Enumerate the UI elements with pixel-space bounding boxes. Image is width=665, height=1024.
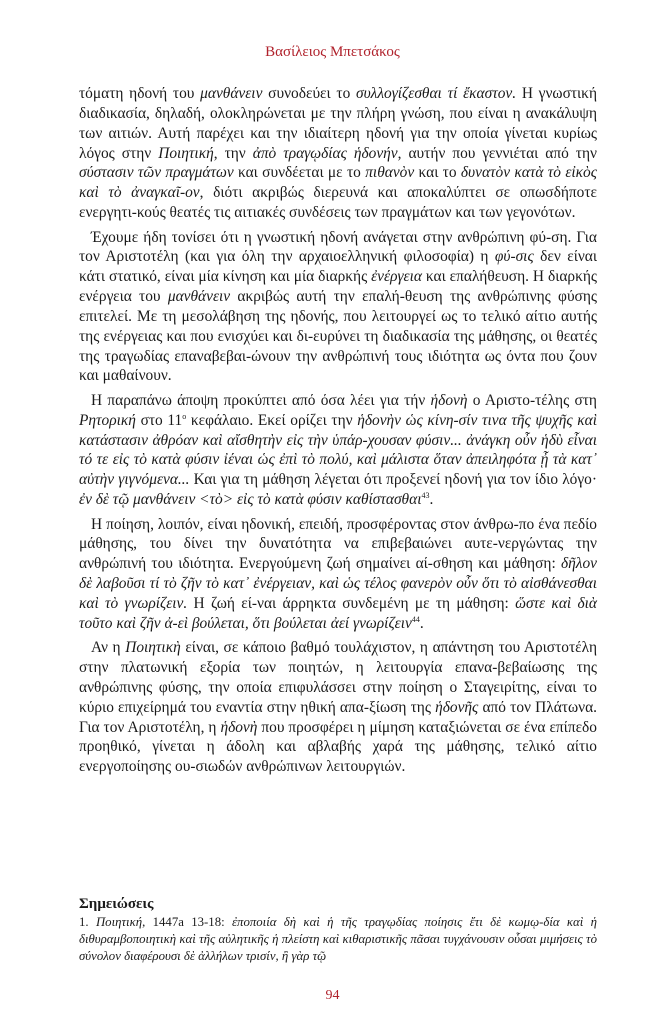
main-text [79,84,597,777]
text-run: δεν είναι κάτι στατικό, είναι μία κίνηση και μία διαρκής [79,248,597,286]
text-run: . [419,614,424,632]
greek-quotation: ἐποποιία δὴ καὶ ἡ τῆς τραγῳδίας ποίησις ἔτι δὲ κωμῳ-δία καὶ ἡ διθυραμβοποιητικὴ καὶ τῆς αὐλητικῆς ἡ πλείστη καὶ κιθαριστικῆς πᾶσαι τυγχάνουσιν οὖσαι μιμήσεις τὸ σύνολον διαφέρουσι δὲ ἀλλήλων τρισίν, ἢ γὰρ τῷ [79,915,598,963]
italic-term: Ποιητικὴ [125,639,181,657]
text-run: , διότι ακριβώς διερευνά και αποκαλύπτει σε οπωσδήποτε ενεργητι-κούς θεατές τις αιτιακές συνδέσεις των πραγμάτων και των γεγονότων. [79,184,597,222]
text-run: Έχουμε ήδη τονίσει ότι η γνωστική ηδονή ανάγεται στην ανθρώπινη φύ-ση. Για τον Αριστοτέλη (και για όλη την αρχαιοελληνική φιλοσοφία) η [79,228,597,266]
italic-term: συλλογίζεσθαι τί ἔκαστον. [356,85,517,102]
italic-term: δυνατὸν κατὰ τὸ εἰκὸς καὶ τὸ ἀναγκαῖ-ον [79,164,597,202]
italic-term: πιθανὸν [365,164,415,182]
text-run: από τον Πλάτωνα. Για τον Αριστοτέλη, η [79,698,597,736]
text-run: τόματη ηδονή του [79,85,201,102]
greek-quotation: ὥστε καὶ διὰ τοῦτο καὶ ζῆν ἀ-εὶ βούλεται, ὅτι βούλεται ἀεί γνωρίζειν [79,594,597,632]
italic-term: ἀπὸ τραγῳδίας ἡδονήν [252,144,398,162]
note-number: 1. [79,915,96,929]
italic-term: φύ-σις [494,248,534,266]
italic-term: Ποιητική [95,915,143,929]
text-run: Η παραπάνω άποψη προκύπτει από όσα λέει για τήν [91,391,431,409]
text-run: και επαλήθευση. Η διαρκής ενέργεια του [79,268,597,306]
text-run: . [429,491,434,509]
italic-term: Ποιητική [158,144,214,162]
italic-term: ἡδονῆς [435,698,479,716]
text-run: στο 11 [135,411,183,429]
italic-term: μανθάνειν [167,288,231,306]
text-run: είναι, σε κάποιο βαθμό τουλάχιστον, η απάντηση του Αριστοτέλη στην πλατωνική εξορία των ποιητών, η λειτουργία επανα-βεβαίωσης της ανθρώπινης φύσης, την οποία επιφυλάσσει στην ποίηση ο Σταγειρίτης, είναι το κύριο επιχείρημά του εναντία στην ηθική απα-ξίωση της [79,639,598,716]
text-run: , την [213,144,253,162]
paragraph-3 [79,391,597,510]
text-run: Και για τη μάθηση λέγεται ότι προξενεί ηδονή για τον ίδιο λόγο· [189,471,597,489]
footnote-ref-44: 44 [411,614,420,624]
notes-section [79,895,597,965]
greek-quotation: δῆλον δὲ λαβοῦσι τί τὸ ζῆν τὸ κατ᾽ ἐνέργειαν, καὶ ὡς τέλος φανερὸν οὖν ὅτι τὸ αἰσθάνεσθαι καὶ τὸ γνωρίζειν. [79,555,597,612]
text-run: , αυτήν που γεννιέται από την [397,144,597,162]
italic-term: Ρητορική [79,411,136,429]
paragraph-5 [79,638,597,777]
ordinal-superscript: ο [182,411,187,421]
paragraph-1 [79,84,597,223]
italic-term: ἡδονὴ [430,391,468,409]
text-run: και συνδέεται με το [233,164,366,182]
notes-heading: Σημειώσεις [79,896,154,912]
italic-term: ἐνέργεια [371,268,422,286]
greek-quotation: ἐν δὲ τῷ μανθάνειν <τὸ> εἰς τὸ κατὰ φύσιν καθίστασθαι [79,491,422,509]
footnote-ref-43: 43 [421,491,430,501]
note-1 [79,914,597,965]
text-run: κεφάλαιο. Εκεί ορίζει την [186,411,358,429]
text-run: , 1447a 13-18: [142,915,232,929]
greek-quotation: ἡδονὴν ὡς κίνη-σίν τινα τῆς ψυχῆς καὶ κατάστασιν ἀθρόαν καὶ αἴσθητὴν εἰς τὴν ὑπάρ-χουσαν φύσιν... ἀνάγκη οὖν ἡδὺ εἶναι τό τε εἰς τὸ κατὰ φύσιν ἰέναι ὡς ἐπὶ τὸ πολύ, καὶ μάλιστα ὅταν ἀπειληφότα ᾖ τὰ κατ᾽ αὐτὴν γιγνόμενα... [79,411,598,489]
text-run: Αν η [91,639,126,657]
text-run: που προσφέρει η μίμηση καταξιώνεται σε ένα επίπεδο προηθικό, γίνεται η άδολη και αβλαβής χαρά της μάθησης, τελικό αίτιο ενεργοποίησης ου-σιωδών ανθρώπινων λειτουργιών. [79,718,597,776]
text-run: ο Αριστο-τέλης στη [467,391,597,409]
paragraph-2 [79,228,597,387]
paragraph-4 [79,515,597,634]
italic-term: μανθάνειν [200,85,263,102]
italic-term: ἡδονὴ [220,718,258,736]
text-run: συνοδεύει το [262,85,357,102]
running-header: Βασίλειος Μπετσάκος [265,44,400,60]
text-run: και το [414,164,461,182]
italic-term: σύστασιν τῶν πραγμάτων [79,164,234,182]
text-run: ακριβώς αυτή την επαλή-θευση της ανθρώπινης φύσης επιτελεί. Με τη μεσολάβηση της ηδονής, που λειτουργεί ως το τελικό αίτιο αυτής της ενέργειας και που ενισχύει και δι-ευρύνει τη διαδικασία της μάθησης, οι θεατές της τραγωδίας επαναβεβαι-ώνουν την ανθρώπινή τους ιδιότητα ως όντα που ζουν και μαθαίνουν. [79,288,598,385]
text-run: Η γνωστική διαδικασία, δηλαδή, ολοκληρώνεται με την πλήρη γνώση, που είναι η ανακάλυψη των αιτιών. Αυτή παρέχει και την ιδιαίτερη ηδονή για την οποία γίνεται κυρίως λόγος στην [79,85,597,162]
text-run: Η ποίηση, λοιπόν, είναι ηδονική, επειδή, προσφέροντας στον άνθρω-πο ένα πεδίο μάθησης, του δίνει την δυνατότητα να επιβεβαιώνει αυτε-νεργώντας την ανθρώπινή του ιδιότητα. Ενεργούμενη ζωή σημαίνει αί-σθηση και μάθηση: [79,515,597,573]
page-number: 94 [325,988,340,1003]
text-run: Η ζωή εί-ναι άρρηκτα συνδεμένη με τη μάθηση: [187,594,516,612]
